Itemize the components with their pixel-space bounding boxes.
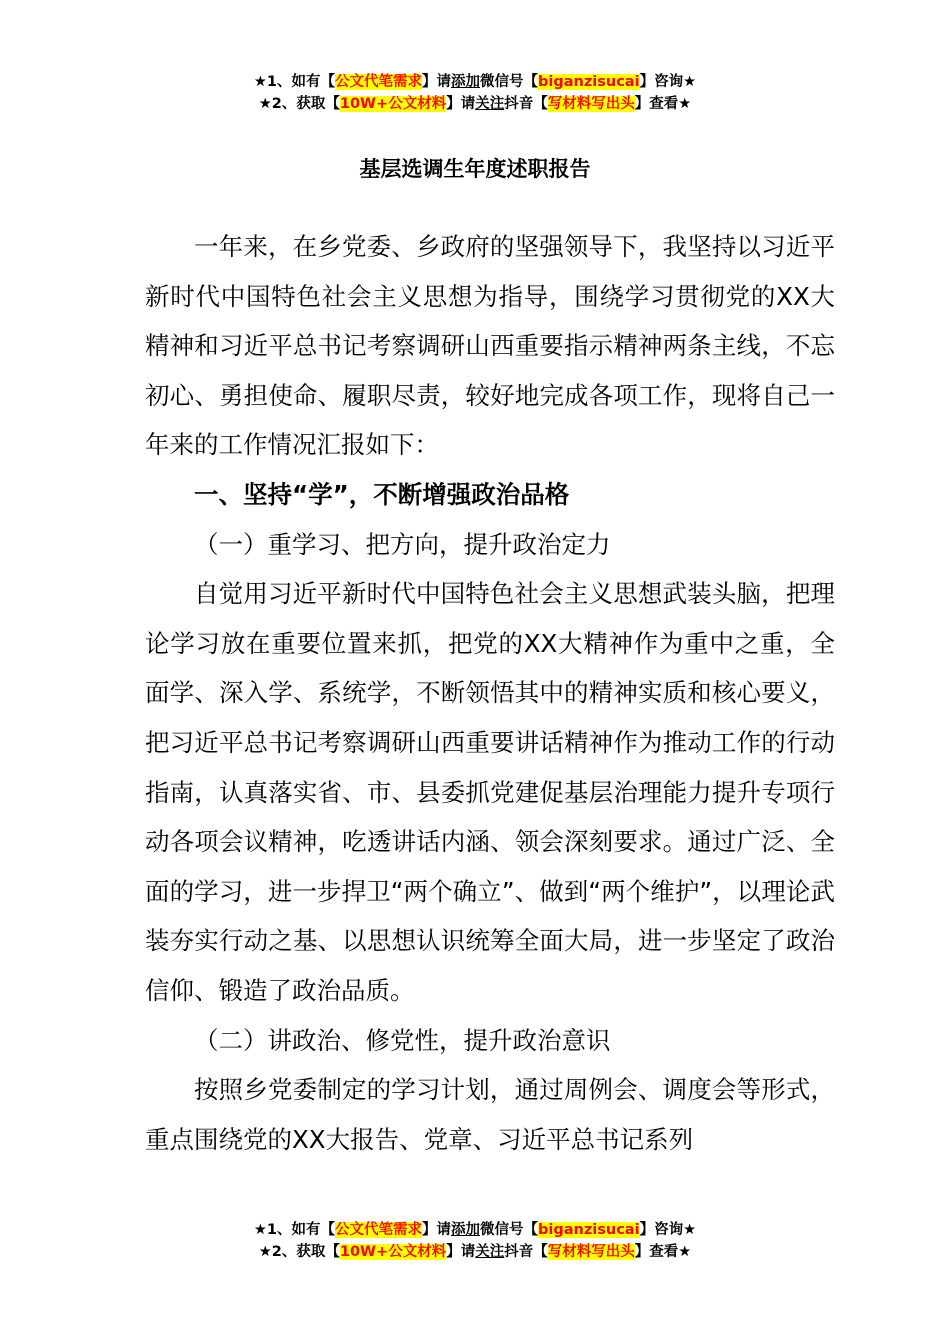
promo-line-1	[0, 1219, 950, 1241]
promo-text: 】查看★	[634, 1244, 692, 1260]
promo-text: 抖音【	[504, 96, 548, 112]
promo-text: 】请	[422, 74, 452, 90]
promo-line-2	[0, 1241, 950, 1263]
promo-banner-bottom	[0, 1219, 950, 1263]
promo-highlight: 公文代笔需求	[335, 1222, 423, 1238]
promo-highlight: biganzisucai	[538, 1222, 640, 1238]
promo-text: 微信号【	[480, 1222, 539, 1238]
subsection-heading-1: （一）重学习、把方向，提升政治定力	[194, 529, 611, 559]
promo-text: 】请	[446, 96, 476, 112]
promo-text: 微信号【	[480, 74, 539, 90]
promo-underline: 关注	[475, 96, 505, 112]
promo-line-2	[0, 93, 950, 115]
promo-highlight: 公文代笔需求	[335, 74, 423, 90]
body-paragraph: 按照乡党委制定的学习计划，通过周例会、调度会等形式，重点围绕党的XX大报告、党章、习近平总书记系列	[145, 1075, 835, 1154]
promo-text: ★1、如有【	[253, 74, 336, 90]
promo-text: 】咨询★	[639, 1222, 697, 1238]
promo-text: ★2、获取【	[258, 96, 340, 112]
promo-underline: 添加	[451, 74, 481, 90]
promo-text: ★1、如有【	[253, 1222, 336, 1238]
promo-underline: 关注	[475, 1244, 505, 1260]
intro-paragraph: 一年来，在乡党委、乡政府的坚强领导下，我坚持以习近平新时代中国特色社会主义思想为指导，围绕学习贯彻党的XX大精神和习近平总书记考察调研山西重要指示精神两条主线，不忘初心、勇担使命、履职尽责，较好地完成各项工作，现将自己一年来的工作情况汇报如下：	[145, 232, 835, 460]
promo-highlight: 写材料写出头	[547, 1244, 635, 1260]
promo-highlight: 10W+公文材料	[339, 96, 447, 112]
promo-text: 】请	[422, 1222, 452, 1238]
section-heading-1: 一、坚持“学”，不断增强政治品格	[194, 479, 570, 509]
document-body	[145, 222, 835, 1164]
promo-text: 】咨询★	[639, 74, 697, 90]
promo-line-1	[0, 71, 950, 93]
body-paragraph: 自觉用习近平新时代中国特色社会主义思想武装头脑，把理论学习放在重要位置来抓，把党的XX大精神作为重中之重，全面学、深入学、系统学，不断领悟其中的精神实质和核心要义，把习近平总书记考察调研山西重要讲话精神作为推动工作的行动指南，认真落实省、市、县委抓党建促基层治理能力提升专项行动各项会议精神，吃透讲话内涵、领会深刻要求。通过广泛、全面的学习，进一步捍卫“两个确立”、做到“两个维护”，以理论武装夯实行动之基、以思想认识统筹全面大局，进一步坚定了政治信仰、锻造了政治品质。	[145, 579, 835, 1005]
promo-underline: 添加	[451, 1222, 481, 1238]
promo-highlight: 写材料写出头	[547, 96, 635, 112]
promo-text: 】查看★	[634, 96, 692, 112]
document-title: 基层选调生年度述职报告	[359, 157, 591, 181]
promo-text: ★2、获取【	[258, 1244, 340, 1260]
promo-highlight: 10W+公文材料	[339, 1244, 447, 1260]
promo-text: 抖音【	[504, 1244, 548, 1260]
promo-text: 】请	[446, 1244, 476, 1260]
promo-banner-top	[0, 71, 950, 115]
subsection-heading-2: （二）讲政治、修党性，提升政治意识	[194, 1025, 611, 1055]
promo-highlight: biganzisucai	[538, 74, 640, 90]
